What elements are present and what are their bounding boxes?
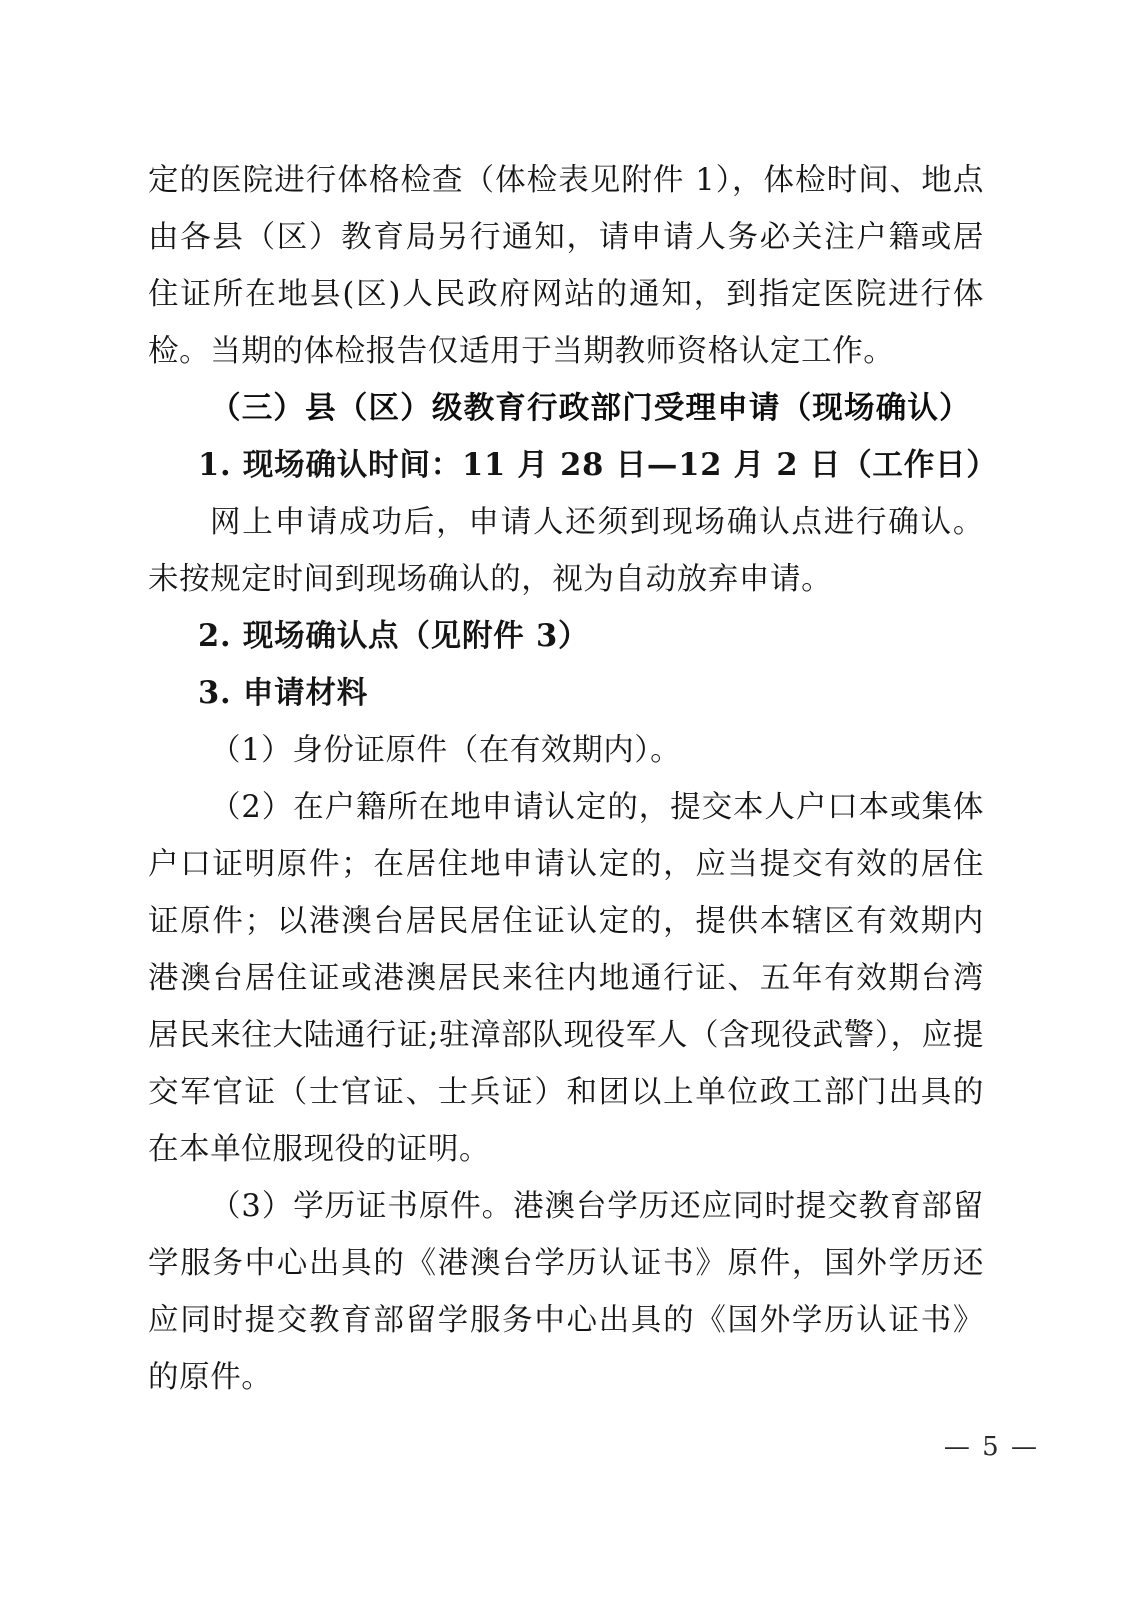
- list-item-1-onsite-confirmation-time: 1. 现场确认时间：11 月 28 日—12 月 2 日（工作日）: [198, 447, 998, 483]
- document-body: [148, 152, 998, 1406]
- material-item-1: （1）身份证原件（在有效期内）。: [210, 733, 682, 768]
- page-footer: [0, 1432, 1131, 1462]
- list-item-2-onsite-confirmation-point: 2. 现场确认点（见附件 3）: [198, 618, 590, 654]
- paragraph-continued: 定的医院进行体格检查（体检表见附件 1），体检时间、地点由各县（区）教育局另行通知，请申请人务必关注户籍或居住证所在地县(区)人民政府网站的通知，到指定医院进行体检。当期的体检报告仅适用于当期教师资格认定工作。: [148, 163, 984, 369]
- list-item-3-application-materials: 3. 申请材料: [198, 675, 369, 711]
- paragraph-item-1-body: 网上申请成功后，申请人还须到现场确认点进行确认。未按规定时间到现场确认的，视为自动放弃申请。: [148, 505, 984, 597]
- section-heading-three: （三）县（区）级教育行政部门受理申请（现场确认）: [210, 390, 971, 426]
- material-item-2: （2）在户籍所在地申请认定的，提交本人户口本或集体户口证明原件；在居住地申请认定的，应当提交有效的居住证原件；以港澳台居民居住证认定的，提供本辖区有效期内港澳台居住证或港澳居民来往内地通行证、五年有效期台湾居民来往大陆通行证;驻漳部队现役军人（含现役武警），应提交军官证（士官证、士兵证）和团以上单位政工部门出具的在本单位服现役的证明。: [148, 790, 984, 1167]
- material-item-3: （3）学历证书原件。港澳台学历还应同时提交教育部留学服务中心出具的《港澳台学历认证书》原件，国外学历还应同时提交教育部留学服务中心出具的《国外学历认证书》的原件。: [148, 1189, 984, 1395]
- page-number: — 5 —: [943, 1432, 1039, 1462]
